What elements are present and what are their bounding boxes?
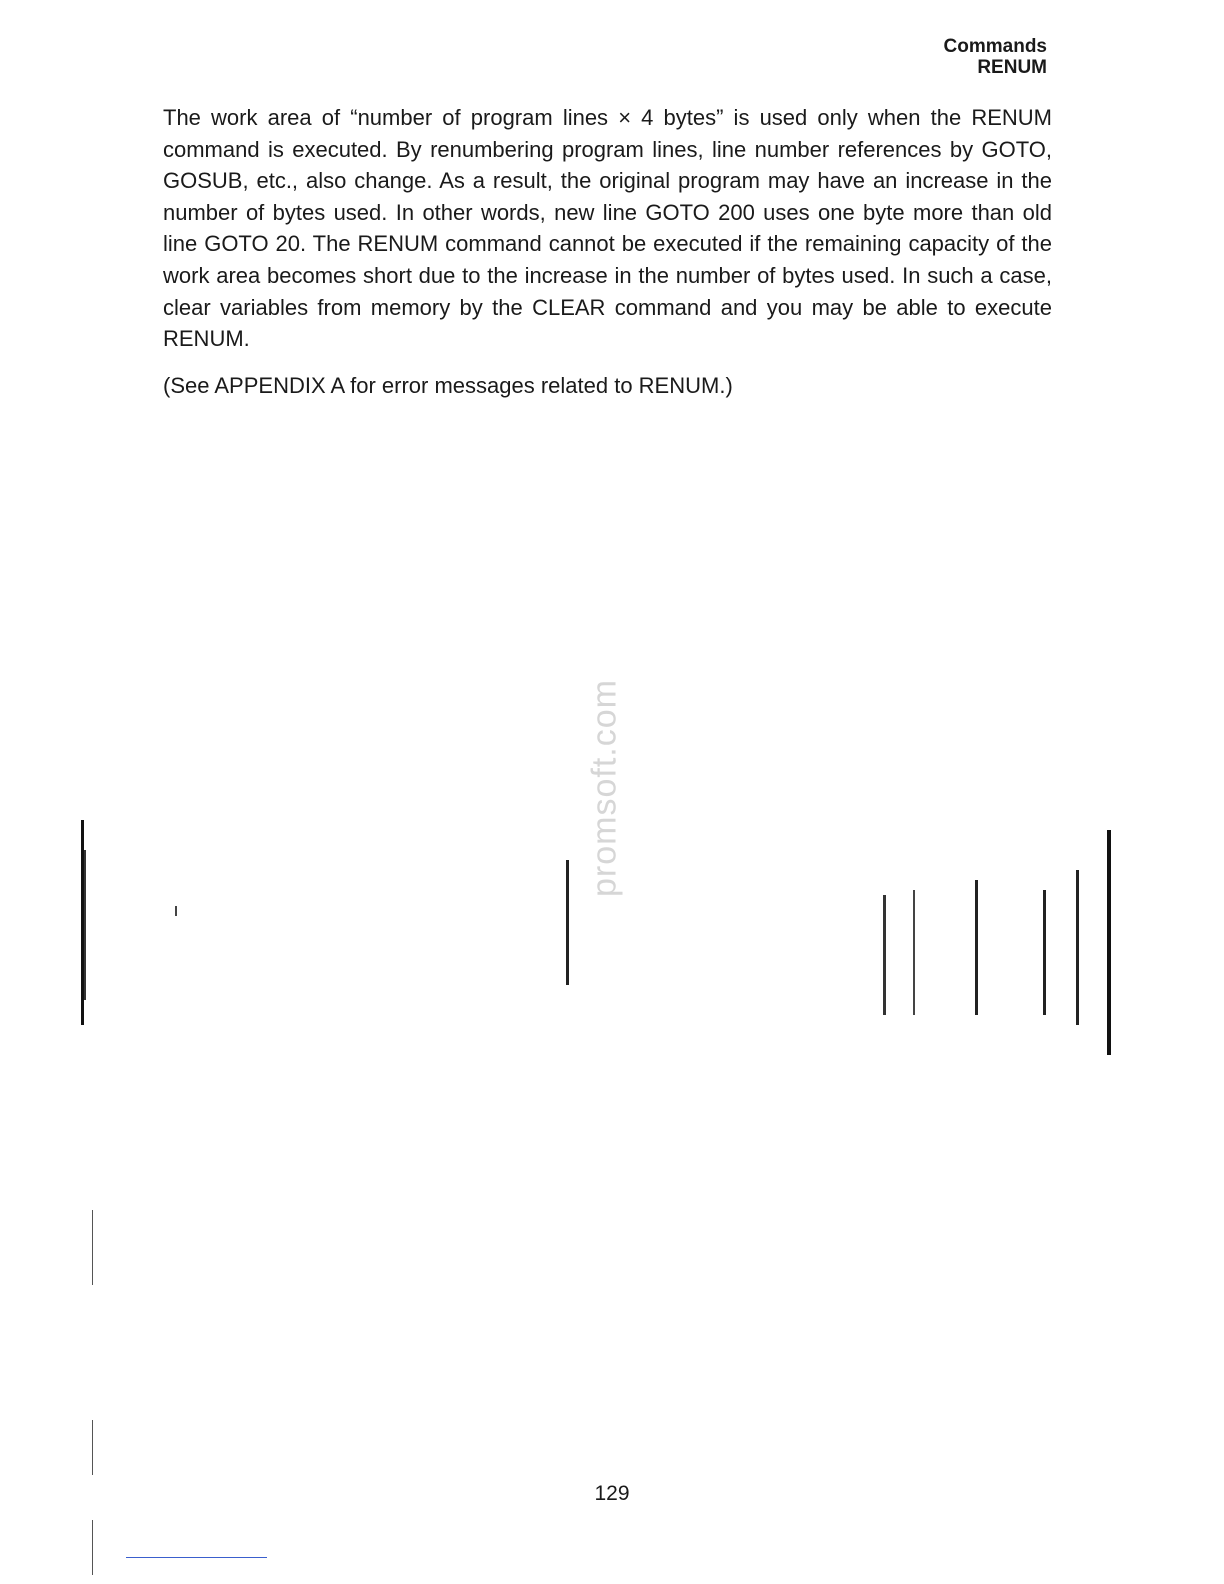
scan-mark-left-2 bbox=[84, 850, 86, 1000]
scan-mark-left-3 bbox=[175, 906, 177, 916]
scan-mark-right-1 bbox=[883, 895, 886, 1015]
scan-mark-lower-1 bbox=[92, 1210, 93, 1285]
body-paragraph: The work area of “number of program lines × 4 bytes” is used only when the RENUM command is executed. By renumbering program lines, line number references by GOTO, GOSUB, etc., also change. As a result, the original program may have an increase in the number of bytes used. In other words, new line GOTO 200 uses one byte more than old line GOTO 20. The RENUM command cannot be executed if the remaining capacity of the work area becomes short due to the increase in the number of bytes used. In such a case, clear variables from memory by the CLEAR command and you may be able to execute RENUM. bbox=[163, 105, 1052, 352]
page-number: 129 bbox=[594, 1482, 630, 1505]
header-command: RENUM bbox=[977, 57, 1047, 78]
watermark-text: promsoft.com bbox=[585, 679, 624, 897]
scan-mark-lower-2 bbox=[92, 1420, 93, 1475]
scan-mark-left-1 bbox=[81, 820, 84, 1025]
scan-mark-lower-3 bbox=[92, 1520, 93, 1575]
scan-mark-right-3 bbox=[975, 880, 978, 1015]
appendix-note: (See APPENDIX A for error messages related to RENUM.) bbox=[163, 373, 733, 398]
bottom-rule bbox=[126, 1557, 267, 1558]
header-section: Commands bbox=[943, 36, 1047, 57]
scan-mark-right-6 bbox=[1107, 830, 1111, 1055]
scan-mark-right-5 bbox=[1076, 870, 1079, 1025]
scan-mark-right-2 bbox=[913, 890, 915, 1015]
scan-mark-right-4 bbox=[1043, 890, 1046, 1015]
scan-mark-center bbox=[566, 860, 569, 985]
